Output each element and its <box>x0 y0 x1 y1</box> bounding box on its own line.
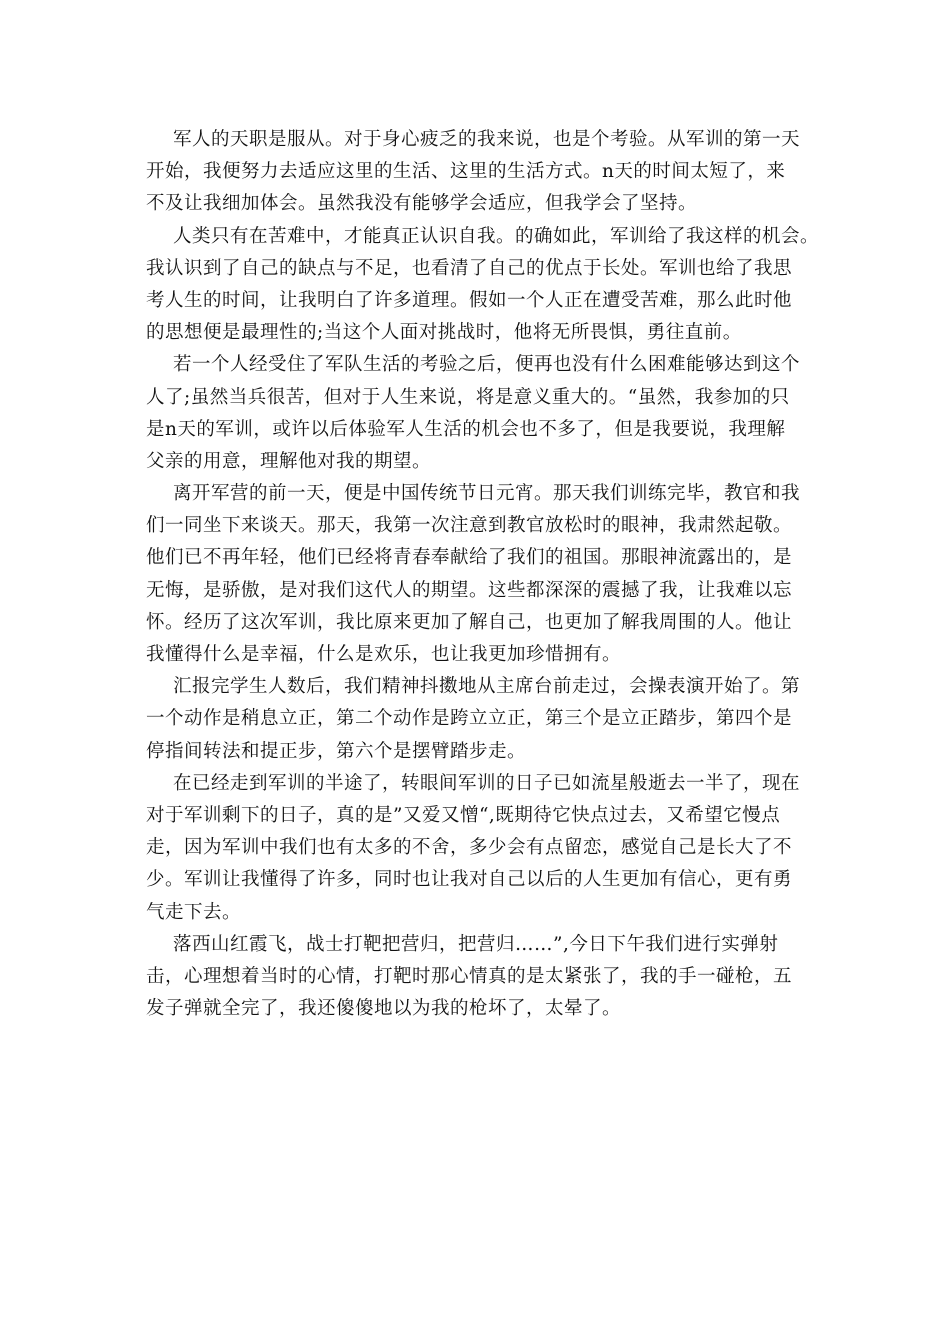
paragraph-1 <box>146 124 826 221</box>
text-line: 军人的天职是服从。对于身心疲乏的我来说，也是个考验。从军训的第一天 <box>173 129 801 150</box>
text-line: 他们已不再年轻，他们已经将青春奉献给了我们的祖国。那眼神流露出的，是 <box>146 547 793 569</box>
text-line: 一个动作是稍息立正，第二个动作是跨立立正，第三个是立正踏步，第四个是 <box>146 708 793 730</box>
text-line: 汇报完学生人数后，我们精神抖擞地从主席台前走过，会操表演开始了。第 <box>173 676 801 698</box>
text-line: 离开军营的前一天，便是中国传统节日元宵。那天我们训练完毕，教官和我 <box>173 483 801 505</box>
text-line: 我认识到了自己的缺点与不足，也看清了自己的优点于长处。军训也给了我思 <box>146 257 793 279</box>
text-line: 走，因为军训中我们也有太多的不舍，多少会有点留恋，感觉自己是长大了不 <box>146 837 793 859</box>
paragraph-7 <box>146 929 826 1026</box>
text-line: 的思想便是最理性的;当这个人面对挑战时，他将无所畏惧，勇往直前。 <box>146 322 742 344</box>
text-line: 击，心理想着当时的心情，打靶时那心情真的是太紧张了，我的手一碰枪，五 <box>146 965 793 987</box>
paragraph-2 <box>146 221 826 350</box>
text-line: 若一个人经受住了军队生活的考验之后，便再也没有什么困难能够达到这个 <box>173 354 801 376</box>
text-line: 怀。经历了这次军训，我比原来更加了解自己，也更加了解我周围的人。他让 <box>146 611 793 633</box>
paragraph-4 <box>146 478 826 671</box>
text-line: 在已经走到军训的半途了，转眼间军训的日子已如流星般逝去一半了，现在 <box>173 772 801 794</box>
text-line: 人类只有在苦难中，才能真正认识自我。的确如此，军训给了我这样的机会。 <box>173 225 820 247</box>
text-line: 发子弹就全完了，我还傻傻地以为我的枪坏了，太晕了。 <box>146 998 622 1020</box>
text-line: 少。军训让我懂得了许多，同时也让我对自己以后的人生更加有信心，更有勇 <box>146 869 793 891</box>
text-line: 我懂得什么是幸福，什么是欢乐，也让我更加珍惜拥有。 <box>146 644 622 665</box>
text-line: 开始，我便努力去适应这里的生活、这里的生活方式。n天的时间太短了，来 <box>146 161 786 183</box>
text-line: 停指间转法和提正步，第六个是摆臂踏步走。 <box>146 740 527 762</box>
paragraph-3 <box>146 349 826 478</box>
text-line: 们一同坐下来谈天。那天，我第一次注意到教官放松时的眼神，我肃然起敬。 <box>146 515 793 537</box>
paragraph-6 <box>146 768 826 929</box>
text-line: 不及让我细加体会。虽然我没有能够学会适应，但我学会了坚持。 <box>146 193 698 215</box>
text-line: 父亲的用意，理解他对我的期望。 <box>146 450 432 472</box>
text-line: 无悔，是骄傲，是对我们这代人的期望。这些都深深的震撼了我，让我难以忘 <box>146 579 793 601</box>
paragraph-5 <box>146 671 826 768</box>
text-line: 落西山红霞飞，战士打靶把营归，把营归……”,今日下午我们进行实弹射 <box>173 933 779 955</box>
text-line: 是n天的军训，或许以后体验军人生活的机会也不多了，但是我要说，我理解 <box>146 418 786 440</box>
text-line: 考人生的时间，让我明白了许多道理。假如一个人正在遭受苦难，那么此时他 <box>146 289 793 311</box>
document-body <box>146 124 826 1025</box>
text-line: 对于军训剩下的日子，真的是”又爱又憎“,既期待它快点过去，又希望它慢点 <box>146 804 781 826</box>
text-line: 人了;虽然当兵很苦，但对于人生来说，将是意义重大的。“虽然，我参加的只 <box>146 386 790 408</box>
text-line: 气走下去。 <box>146 901 242 923</box>
